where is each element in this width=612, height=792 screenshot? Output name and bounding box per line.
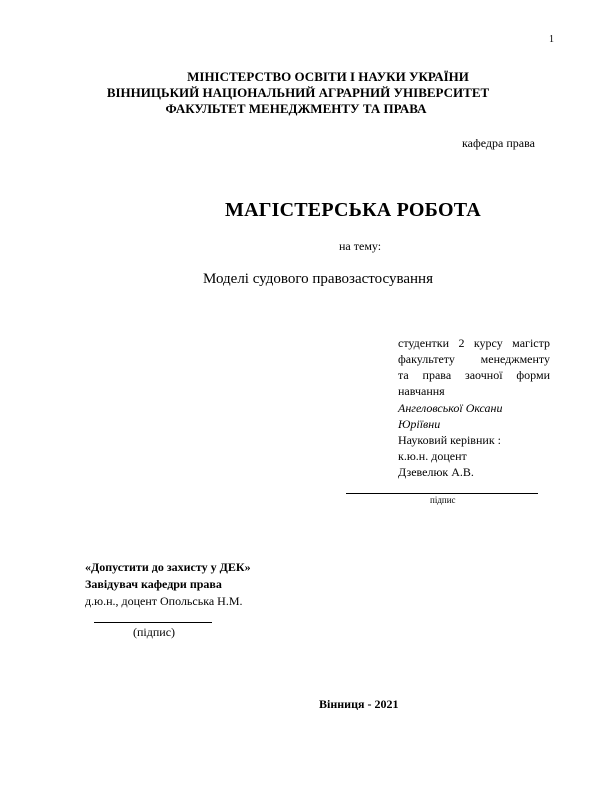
supervisor-label: Науковий керівник : [398,433,501,447]
student-name-line: Юріївни [398,417,441,431]
university-heading: ВІННИЦЬКИЙ НАЦІОНАЛЬНИЙ АГРАРНИЙ УНІВЕРСИТЕТ [106,85,490,100]
admission-line: Завідувач кафедри права [85,577,222,591]
signature-label: підпис [430,495,456,505]
admission-line: «Допустити до захисту у ДЕК» [85,560,251,574]
supervisor-name: Дзевелюк А.В. [398,465,474,479]
student-name-line: Ангеловської Оксани [398,401,503,415]
supervisor-block [398,432,501,480]
on-topic-label: на тему: [339,239,382,253]
ministry-heading: МІНІСТЕРСТВО ОСВІТИ І НАУКИ УКРАЇНИ [187,69,469,84]
city-year: Вінниця - 2021 [319,697,399,711]
faculty-heading: ФАКУЛЬТЕТ МЕНЕДЖМЕНТУ ТА ПРАВА [165,101,427,116]
supervisor-degree: к.ю.н. доцент [398,449,467,463]
student-info-line: студентки 2 курсу магістр [398,336,550,350]
admission-block [85,559,251,610]
department-label: кафедра права [462,136,535,150]
student-info [398,335,550,399]
student-info-line: навчання [398,384,445,398]
student-info-line: факультету менеджменту [398,352,550,366]
signature-line [346,493,538,494]
student-name [398,400,550,432]
head-signature-line [94,622,212,623]
document-title: МАГІСТЕРСЬКА РОБОТА [225,199,481,221]
student-info-line: та права заочної форми [398,368,550,382]
admission-line: д.ю.н., доцент Опольська Н.М. [85,594,243,608]
thesis-topic: Моделі судового правозастосування [203,271,433,287]
head-signature-label: (підпис) [133,625,176,639]
page-number: 1 [549,34,554,45]
